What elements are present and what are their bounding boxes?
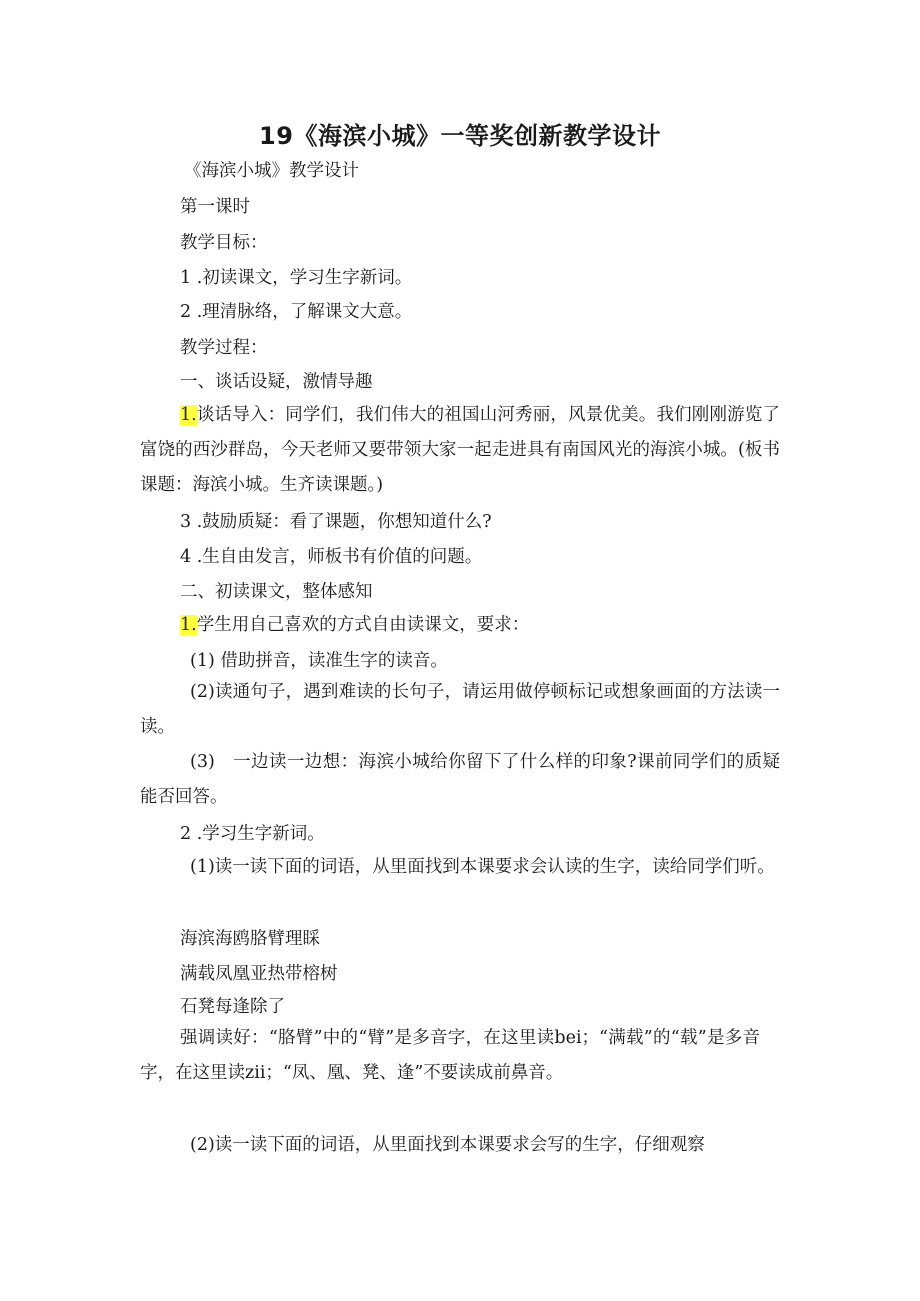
list-item-4: 4 .生自由发言，师板书有价值的问题。 [180, 547, 483, 567]
lesson-label: 第一课时 [180, 197, 250, 217]
word-list-1: 海滨海鸥胳臂理睬 [180, 929, 320, 949]
paragraph-intro-text: 谈话导入：同学们，我们伟大的祖国山河秀丽，风景优美。我们刚刚游览了富饶的西沙群岛，今天老师又要带领大家一起走进具有南国风光的海滨小城。(板书课题：海滨小城。生齐读课题。) [140, 405, 780, 495]
list-item-2b: 2 .学习生字新词。 [180, 824, 325, 844]
list-item-3: 3 .鼓励质疑：看了课题，你想知道什么? [180, 512, 492, 532]
paragraph-intro [140, 398, 780, 503]
process-heading: 教学过程： [180, 338, 268, 358]
word-list-3: 石凳每逢除了 [180, 997, 285, 1017]
section-heading-1: 一、谈话设疑，激情导趣 [180, 372, 373, 392]
pronunciation-note: 强调读好：“胳臂”中的“臂”是多音字，在这里读bei；“满载”的“载”是多音字，在这里读zii；“凤、凰、凳、逢”不要读成前鼻音。 [140, 1028, 760, 1083]
sub-item-1: (1)读一读下面的词语，从里面找到本课要求会认读的生字，读给同学们听。 [190, 857, 775, 877]
goal-item-1: 1 .初读课文，学习生字新词。 [180, 268, 413, 288]
paragraph-read [180, 614, 529, 636]
requirement-3: (3) 一边读一边想：海滨小城给你留下了什么样的印象?课前同学们的质疑能否回答。 [140, 752, 780, 807]
requirement-2: (2)读通句子，遇到难读的长句子，请运用做停顿标记或想象画面的方法读一读。 [140, 682, 780, 737]
word-list-2: 满载凤凰亚热带榕树 [180, 964, 338, 984]
goals-heading: 教学目标： [180, 233, 268, 253]
document-title: 19《海滨小城》一等奖创新教学设计 [259, 122, 661, 150]
section-heading-2: 二、初读课文，整体感知 [180, 582, 373, 602]
highlighted-number: 1. [180, 615, 197, 635]
paragraph-read-text: 学生用自己喜欢的方式自由读课文，要求： [196, 615, 530, 635]
sub-item-2: (2)读一读下面的词语，从里面找到本课要求会写的生字，仔细观察 [190, 1135, 705, 1155]
goal-item-2: 2 .理清脉络，了解课文大意。 [180, 302, 413, 322]
subtitle: 《海滨小城》教学设计 [184, 161, 359, 181]
highlighted-number: 1. [180, 405, 197, 425]
requirement-1: (1) 借助拼音，读准生字的读音。 [190, 651, 448, 671]
